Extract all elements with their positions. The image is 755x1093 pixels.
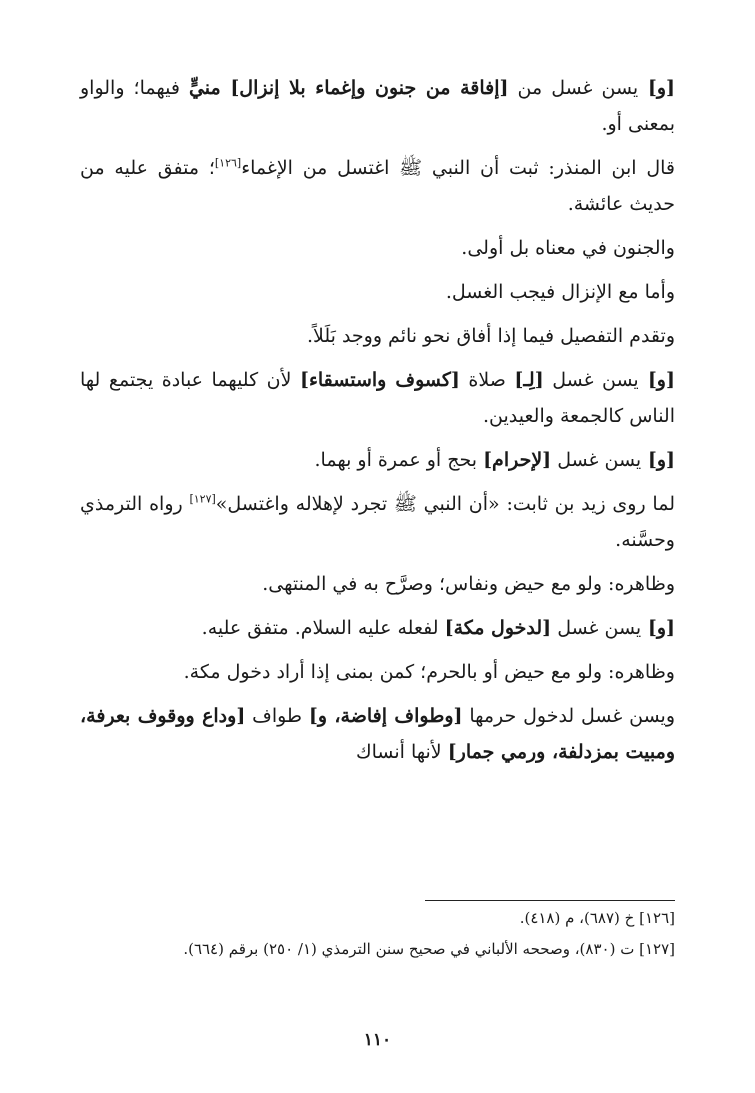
sharh-text: يسن غسل من <box>508 77 639 99</box>
sharh-text: يسن غسل <box>551 617 642 639</box>
sharh-text: طواف <box>245 705 309 727</box>
matn-text: [لإحرام] <box>483 449 552 471</box>
sharh-text: فيهما؛ والواو بمعنى أو. <box>80 77 675 135</box>
footnotes <box>80 905 675 967</box>
paragraph <box>80 362 675 434</box>
paragraph <box>80 230 675 266</box>
page-number: ١١٠ <box>363 1030 392 1050</box>
matn-text: [و] <box>638 369 675 391</box>
matn-text: [كسوف واستسقاء] <box>299 369 460 391</box>
sharh-text: يسن غسل <box>543 369 639 391</box>
footnote-ref: [١٢٦] <box>214 156 242 170</box>
sharh-text: وظاهره: ولو مع حيض ونفاس؛ وصرَّح به في المنتهى. <box>262 573 675 595</box>
paragraph <box>80 610 675 646</box>
sharh-text: لما روى زيد بن ثابت: «أن النبي ﷺ تجرد لإهلاله واغتسل» <box>215 493 675 515</box>
sharh-text: صلاة <box>459 369 515 391</box>
sharh-text: والجنون في معناه بل أولى. <box>461 237 675 259</box>
paragraph <box>80 442 675 478</box>
matn-text: [وطواف إفاضة، و] <box>308 705 463 727</box>
sharh-text: بحج أو عمرة أو بهما. <box>314 449 484 471</box>
sharh-text: لأنها أنساك <box>355 741 448 763</box>
paragraph <box>80 150 675 222</box>
matn-text: [لدخول مكة] <box>444 617 552 639</box>
paragraph <box>80 566 675 602</box>
paragraph <box>80 70 675 142</box>
paragraph <box>80 698 675 770</box>
paragraph <box>80 318 675 354</box>
sharh-text: لفعله عليه السلام. متفق عليه. <box>201 617 445 639</box>
sharh-text: وظاهره: ولو مع حيض أو بالحرم؛ كمن بمنى إذا أراد دخول مكة. <box>183 661 675 683</box>
footnote-126: [١٢٦] خ (٦٨٧)، م (٤١٨). <box>519 909 675 927</box>
matn-text: [و] <box>641 617 675 639</box>
sharh-text: رواه الترمذي وحسَّنه. <box>80 493 675 551</box>
matn-text: [وداع ووقوف بعرفة، ومبيت بمزدلفة، ورمي جمار] <box>80 705 675 763</box>
footnote-127: [١٢٧] ت (٨٣٠)، وصححه الألباني في صحيح سنن الترمذي (١/ ٢٥٠) برقم (٦٦٤). <box>183 940 675 958</box>
sharh-text: وتقدم التفصيل فيما إذا أفاق نحو نائم ووجد بَلَلاً. <box>306 325 675 347</box>
paragraph <box>80 486 675 558</box>
paragraph <box>80 654 675 690</box>
matn-text: [إفاقة من جنون وإغماء بلا إنزال] منيٍّ <box>188 77 509 99</box>
sharh-text: ويسن غسل لدخول حرمها <box>462 705 675 727</box>
matn-text: [و] <box>641 449 675 471</box>
footnote-ref: [١٢٧] <box>189 492 216 506</box>
sharh-text: وأما مع الإنزال فيجب الغسل. <box>445 281 675 303</box>
matn-text: [لِـ] <box>514 369 544 391</box>
sharh-text: يسن غسل <box>551 449 642 471</box>
footnote-separator <box>425 900 675 901</box>
sharh-text: قال ابن المنذر: ثبت أن النبي ﷺ اغتسل من الإغماء <box>241 157 675 179</box>
matn-text: [و] <box>638 77 675 99</box>
sharh-text: لأن كليهما عبادة يجتمع لها الناس كالجمعة والعيدين. <box>80 369 675 427</box>
sharh-text: ؛ متفق عليه من حديث عائشة. <box>80 157 675 215</box>
main-text <box>80 70 675 778</box>
paragraph <box>80 274 675 310</box>
